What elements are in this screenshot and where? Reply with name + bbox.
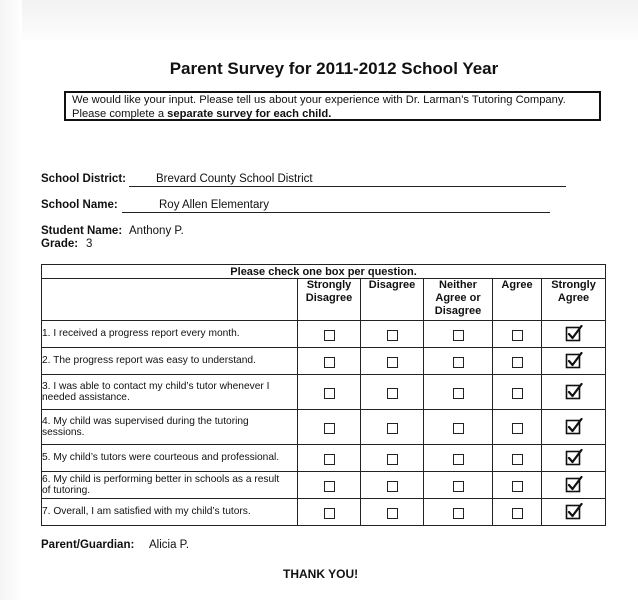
question-line: 5. My child’s tutors were courteous and professional. xyxy=(42,452,280,464)
question-row xyxy=(42,499,606,526)
answer-cell xyxy=(424,445,493,472)
scan-shadow-top xyxy=(0,0,638,42)
student-name-label: Student Name: xyxy=(41,225,123,237)
answer-cell xyxy=(361,410,424,445)
checked-checkbox[interactable] xyxy=(565,352,583,370)
answer-cell xyxy=(493,445,542,472)
question-text xyxy=(42,445,298,472)
answer-cell xyxy=(361,499,424,526)
answer-cell xyxy=(542,472,606,499)
question-line: 7. Overall, I am satisfied with my child’s tutors. xyxy=(42,506,251,518)
empty-checkbox[interactable] xyxy=(453,357,464,368)
school-name-underline xyxy=(122,212,550,213)
answer-cell xyxy=(298,472,361,499)
empty-checkbox[interactable] xyxy=(387,357,398,368)
answer-cell xyxy=(424,375,493,410)
intro-line-1: We would like your input. Please tell us about your experience with Dr. Larman’s Tutoring Company. xyxy=(72,94,566,106)
column-header: Strongly Agree xyxy=(542,279,606,321)
answer-cell xyxy=(298,410,361,445)
school-district-underline xyxy=(129,186,566,187)
answer-cell xyxy=(424,410,493,445)
intro-box xyxy=(64,91,601,121)
checked-checkbox[interactable] xyxy=(565,449,583,467)
question-line: of tutoring. xyxy=(42,485,91,496)
answer-cell xyxy=(361,472,424,499)
empty-checkbox[interactable] xyxy=(512,423,523,434)
empty-checkbox[interactable] xyxy=(387,423,398,434)
question-line: 3. I was able to contact my child’s tutor whenever I xyxy=(42,380,270,392)
school-name-label: School Name: xyxy=(41,199,118,211)
question-line: 6. My child is performing better in schools as a result xyxy=(42,473,280,485)
answer-cell xyxy=(361,375,424,410)
empty-checkbox[interactable] xyxy=(387,330,398,341)
answer-cell xyxy=(361,321,424,348)
question-row xyxy=(42,410,606,445)
checked-checkbox[interactable] xyxy=(565,325,583,343)
column-header: Disagree xyxy=(361,279,424,321)
empty-checkbox[interactable] xyxy=(387,481,398,492)
column-header: Strongly Disagree xyxy=(298,279,361,321)
answer-cell xyxy=(298,499,361,526)
checked-checkbox[interactable] xyxy=(565,383,583,401)
empty-checkbox[interactable] xyxy=(512,454,523,465)
answer-cell xyxy=(424,499,493,526)
question-text xyxy=(42,410,298,445)
checked-checkbox[interactable] xyxy=(565,476,583,494)
question-line: 4. My child was supervised during the tutoring xyxy=(42,415,249,427)
column-header: Agree xyxy=(493,279,542,321)
answer-cell xyxy=(298,375,361,410)
intro-line-2-text: Please complete a xyxy=(72,107,168,120)
empty-checkbox[interactable] xyxy=(512,330,523,341)
answer-cell xyxy=(542,375,606,410)
question-row xyxy=(42,375,606,410)
empty-checkbox[interactable] xyxy=(453,388,464,399)
answer-cell xyxy=(542,410,606,445)
column-header: Neither Agree or Disagree xyxy=(424,279,493,321)
answer-cell xyxy=(298,445,361,472)
question-line: sessions. xyxy=(42,427,85,438)
question-text xyxy=(42,321,298,348)
school-name-value: Roy Allen Elementary xyxy=(159,199,269,211)
checked-checkbox[interactable] xyxy=(565,503,583,521)
intro-line-2 xyxy=(72,108,593,122)
grade-label: Grade: xyxy=(41,238,79,250)
answer-cell xyxy=(493,410,542,445)
question-row xyxy=(42,348,606,375)
answer-cell xyxy=(361,348,424,375)
answer-cell xyxy=(493,348,542,375)
survey-table xyxy=(41,264,606,526)
empty-checkbox[interactable] xyxy=(324,481,335,492)
empty-checkbox[interactable] xyxy=(512,481,523,492)
guardian-label: Parent/Guardian: xyxy=(41,539,135,551)
empty-checkbox[interactable] xyxy=(324,357,335,368)
grade-value: 3 xyxy=(86,238,93,250)
table-banner: Please check one box per question. xyxy=(42,265,606,279)
answer-cell xyxy=(361,445,424,472)
question-column-header xyxy=(42,279,298,321)
answer-cell xyxy=(542,348,606,375)
answer-cell xyxy=(298,348,361,375)
answer-cell xyxy=(424,321,493,348)
empty-checkbox[interactable] xyxy=(512,357,523,368)
empty-checkbox[interactable] xyxy=(453,454,464,465)
answer-cell xyxy=(493,499,542,526)
answer-cell xyxy=(424,472,493,499)
question-line: 2. The progress report was easy to understand. xyxy=(42,355,256,367)
thank-you-text: THANK YOU! xyxy=(283,567,359,581)
question-row xyxy=(42,445,606,472)
question-line: needed assistance. xyxy=(42,392,130,403)
empty-checkbox[interactable] xyxy=(453,330,464,341)
answer-cell xyxy=(542,321,606,348)
question-text xyxy=(42,348,298,375)
question-line: 1. I received a progress report every month. xyxy=(42,328,240,340)
empty-checkbox[interactable] xyxy=(387,508,398,519)
empty-checkbox[interactable] xyxy=(324,508,335,519)
answer-cell xyxy=(298,321,361,348)
answer-cell xyxy=(424,348,493,375)
answer-cell xyxy=(493,472,542,499)
question-row xyxy=(42,472,606,499)
empty-checkbox[interactable] xyxy=(453,508,464,519)
answer-cell xyxy=(493,321,542,348)
question-row xyxy=(42,321,606,348)
question-text xyxy=(42,472,298,499)
empty-checkbox[interactable] xyxy=(324,423,335,434)
intro-line-2-emphasis: separate survey for each child. xyxy=(167,107,332,120)
school-district-label: School District: xyxy=(41,173,126,185)
empty-checkbox[interactable] xyxy=(512,388,523,399)
empty-checkbox[interactable] xyxy=(512,508,523,519)
empty-checkbox[interactable] xyxy=(453,423,464,434)
page-title: Parent Survey for 2011-2012 School Year xyxy=(169,59,499,78)
school-district-value: Brevard County School District xyxy=(156,173,313,185)
empty-checkbox[interactable] xyxy=(324,388,335,399)
question-text xyxy=(42,499,298,526)
answer-cell xyxy=(542,499,606,526)
answer-cell xyxy=(542,445,606,472)
scan-shadow-left xyxy=(0,0,22,600)
answer-cell xyxy=(493,375,542,410)
question-text xyxy=(42,375,298,410)
empty-checkbox[interactable] xyxy=(453,481,464,492)
empty-checkbox[interactable] xyxy=(324,454,335,465)
student-name-value: Anthony P. xyxy=(129,225,184,237)
checked-checkbox[interactable] xyxy=(565,418,583,436)
empty-checkbox[interactable] xyxy=(387,388,398,399)
empty-checkbox[interactable] xyxy=(324,330,335,341)
empty-checkbox[interactable] xyxy=(387,454,398,465)
guardian-value: Alicia P. xyxy=(149,539,190,551)
